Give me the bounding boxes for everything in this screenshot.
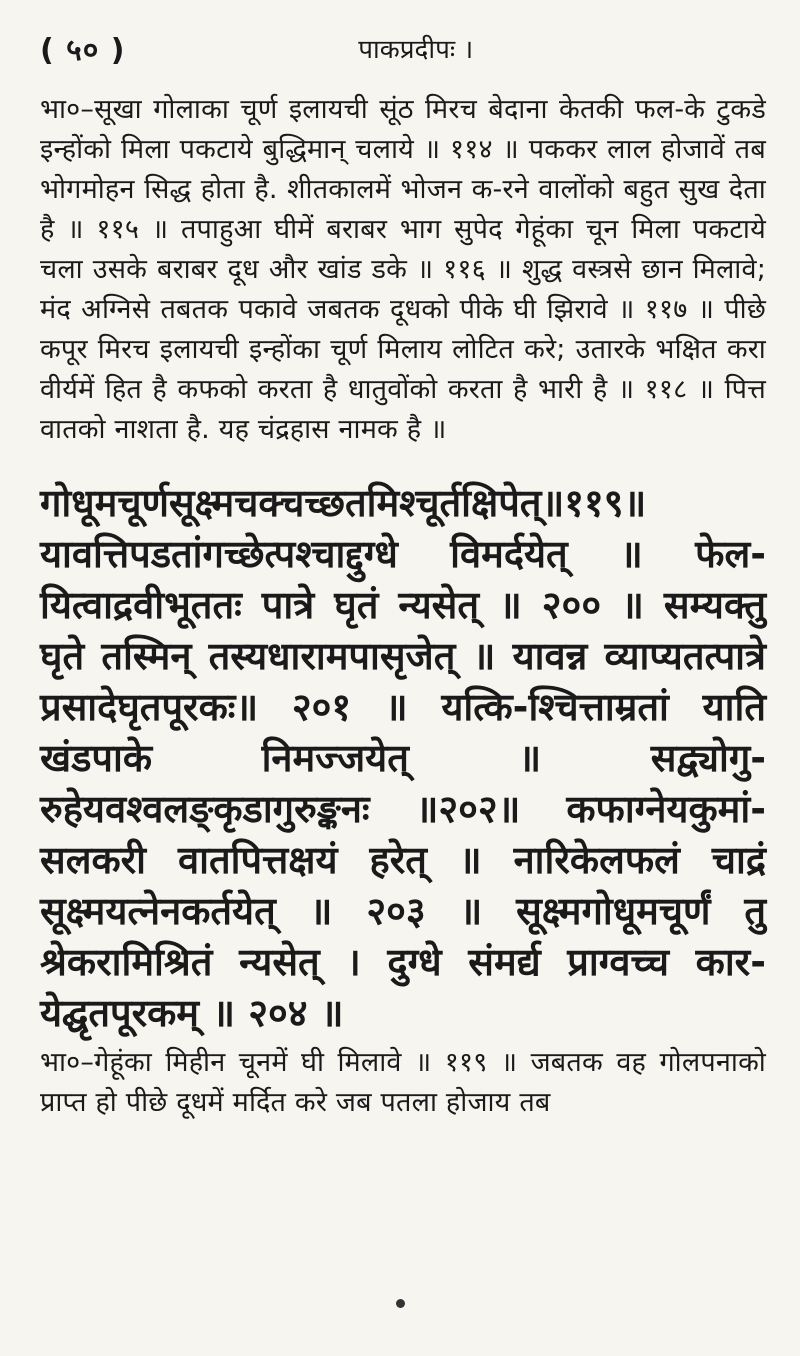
commentary-paragraph-bottom: भा०–गेहूंका मिहीन चूनमें घी मिलावे ॥ ११९ ॥ जबतक वह गोलपनाको प्राप्त हो पीछे दूधमें मर्दित करे जब पतला होजाय तब (40, 1047, 766, 1118)
running-title: पाकप्रदीपः । (358, 35, 474, 65)
sanskrit-verses: गोधूमचूर्णसूक्ष्मचक्चच्छतमिश्चूर्तक्षिपेत्॥११९॥ यावत्तिपडतांगच्छेत्पश्चाद्दुग्धे विमर्दयेत् ॥ फेल-यित्वाद्रवीभूततः पात्रे घृतं न्यसेत् ॥ २०० ॥ सम्यक्तु घृते तस्मिन् तस्यधारामपासृजेत् ॥ यावन्न व्याप्यतत्पात्रे प्रसादेघृतपूरकः॥ २०१ ॥ यत्कि-श्चित्ताम्रतां याति खंडपाके निमज्जयेत् ॥ सद्व्योगु-रुहेयवश्वलङ्कृडागुरुङ्कनः ॥२०२॥ कफाग्नेयकुमां-सलकरी वातपित्तक्षयं हरेत् ॥ नारिकेलफलं चाद्रं सूक्ष्मयत्नेनकर्तयेत् ॥ २०३ ॥ सूक्ष्मगोधूमचूर्णं तु श्रेकरामिश्रितं न्यसेत् । दुग्धे संमर्द्य प्राग्वच्च कार-येद्घृतपूरकम् ॥ २०४ ॥ (40, 481, 766, 1035)
commentary-paragraph-top: भा०–सूखा गोलाका चूर्ण इलायची सूंठ मिरच बेदाना केतकी फल-के टुकडे इन्होंको मिला पकटाये बुद्धिमान् चलाये ॥ ११४ ॥ पककर लाल होजावें तब भोगमोहन सिद्ध होता है. शीतकालमें भोजन क-रने वालोंको बहुत सुख देता है ॥ ११५ ॥ तपाहुआ घीमें बराबर भाग सुपेद गेहूंका चून मिला पकटाये चला उसके बराबर दूध और खांड डके ॥ ११६ ॥ शुद्ध वस्त्रसे छान मिलावे; मंद अग्निसे तबतक पकावे जबतक दूधको पीके घी झिरावे ॥ ११७ ॥ पीछे कपूर मिरच इलायची इन्होंका चूर्ण मिलाय लोटित करे; उतारके भक्षित करा वीर्यमें हित है कफको करता है धातुवोंको करता है भारी है ॥ ११८ ॥ पित्त वातको नाशता है. यह चंद्रहास नामक है ॥ (40, 94, 766, 445)
page-dot-mark (396, 1299, 405, 1308)
page-number: ( ५० ) (40, 32, 126, 68)
page-header (40, 28, 766, 68)
